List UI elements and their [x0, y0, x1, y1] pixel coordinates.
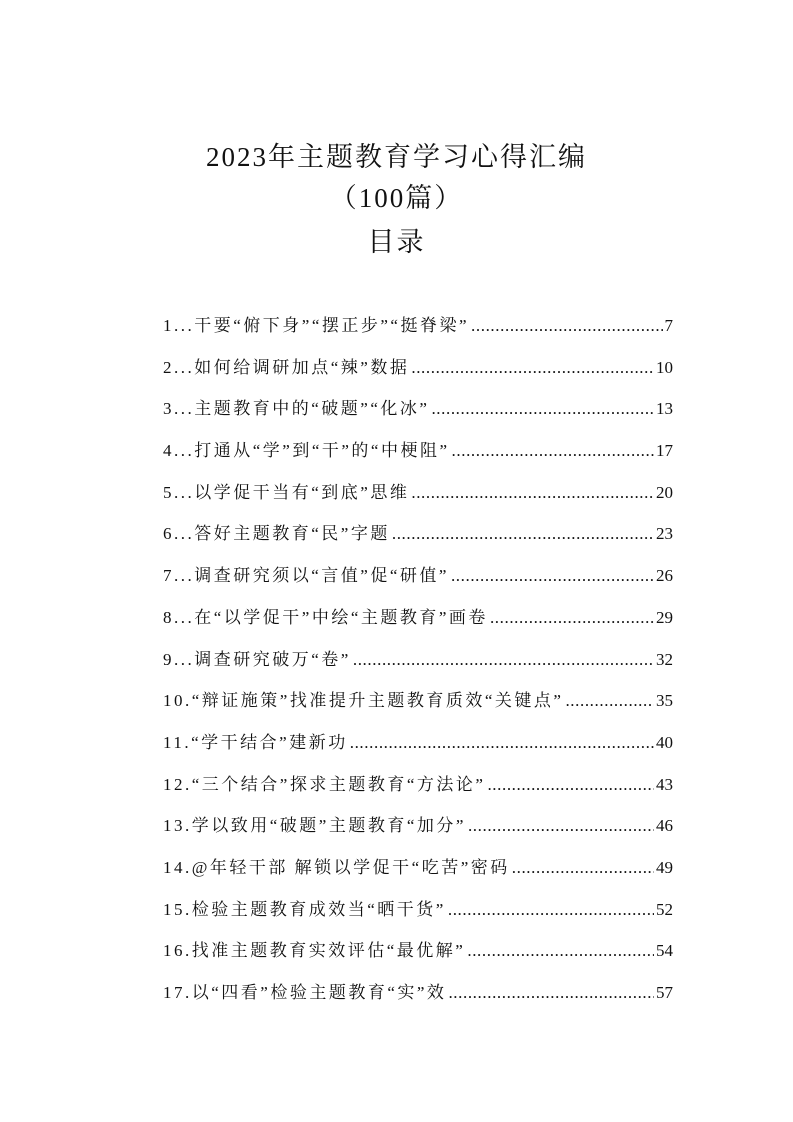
- toc-heading: 目录: [367, 227, 426, 257]
- toc-entry-page-number: 20: [656, 482, 673, 502]
- toc-entry-title: 3...主题教育中的“破题”“化冰”: [163, 399, 430, 419]
- dot-leader: [392, 524, 654, 544]
- toc-entry-title: 11.“学干结合”建新功: [163, 732, 348, 752]
- toc-entry-page-number: 52: [656, 899, 673, 919]
- dot-leader: [350, 733, 654, 753]
- toc-entry[interactable]: [163, 811, 673, 853]
- toc-entry-page-number: 7: [664, 316, 673, 335]
- toc-entry-page-number: 29: [656, 607, 673, 627]
- toc-entry-title: 7...调查研究须以“言值”促“研值”: [163, 566, 449, 586]
- toc-entry[interactable]: [163, 353, 673, 395]
- toc-entry[interactable]: [163, 603, 673, 645]
- toc-entry-page-number: 43: [656, 774, 673, 794]
- toc-entry[interactable]: [163, 853, 673, 895]
- toc-entry-title: 10.“辩证施策”找准提升主题教育质效“关键点”: [163, 691, 564, 711]
- toc-entry-title: 16.找准主题教育实效评估“最优解”: [163, 941, 466, 961]
- toc-entry[interactable]: [163, 728, 673, 770]
- dot-leader: [448, 900, 654, 920]
- toc-entry-page-number: 26: [656, 566, 673, 586]
- toc-entry[interactable]: [163, 311, 673, 353]
- toc-entry[interactable]: [163, 645, 673, 687]
- toc-entry-page-number: 46: [656, 816, 673, 836]
- toc-entry-title: 12.“三个结合”探求主题教育“方法论”: [163, 774, 486, 794]
- toc-entry[interactable]: [163, 394, 673, 436]
- toc-entry[interactable]: [163, 936, 673, 978]
- dot-leader: [490, 608, 654, 628]
- dot-leader: [565, 691, 654, 711]
- dot-leader: [452, 441, 654, 461]
- toc-entry[interactable]: [163, 686, 673, 728]
- toc-entry[interactable]: [163, 895, 673, 937]
- toc-entry-page-number: 32: [656, 649, 673, 669]
- dot-leader: [411, 358, 654, 378]
- document-title: 2023年主题教育学习心得汇编: [206, 142, 587, 172]
- toc-entry[interactable]: [163, 478, 673, 520]
- toc-entry-title: 2...如何给调研加点“辣”数据: [163, 357, 410, 377]
- toc-entry-page-number: 35: [656, 691, 673, 711]
- dot-leader: [411, 483, 654, 503]
- toc-entry-page-number: 54: [656, 941, 673, 961]
- toc-entry-title: 13.学以致用“破题”主题教育“加分”: [163, 816, 466, 836]
- toc-entry[interactable]: [163, 770, 673, 812]
- toc-entry-page-number: 13: [656, 399, 673, 419]
- toc-entry-title: 6...答好主题教育“民”字题: [163, 524, 390, 544]
- toc-entry[interactable]: [163, 436, 673, 478]
- toc-entry-page-number: 23: [656, 524, 673, 544]
- dot-leader: [451, 566, 654, 586]
- toc-entry-page-number: 17: [656, 441, 673, 461]
- toc-entry[interactable]: [163, 561, 673, 603]
- toc-entry[interactable]: [163, 519, 673, 561]
- dot-leader: [431, 399, 654, 419]
- toc-entry-title: 17.以“四看”检验主题教育“实”效: [163, 983, 447, 1002]
- dot-leader: [487, 775, 654, 795]
- document-subtitle: （100篇）: [329, 183, 464, 213]
- toc-entry-page-number: 57: [656, 983, 673, 1002]
- toc-entry-title: 1...干要“俯下身”“摆正步”“挺脊梁”: [163, 316, 470, 335]
- toc-entry-title: 15.检验主题教育成效当“晒干货”: [163, 899, 446, 919]
- toc-entry[interactable]: [163, 978, 673, 1020]
- toc-entry-title: 8...在“以学促干”中绘“主题教育”画卷: [163, 607, 488, 627]
- toc-entry-title: 4...打通从“学”到“干”的“中梗阻”: [163, 441, 450, 461]
- toc-entry-title: 14.@年轻干部 解锁以学促干“吃苦”密码: [163, 857, 510, 877]
- dot-leader: [471, 316, 662, 336]
- toc-entry-page-number: 10: [656, 357, 673, 377]
- dot-leader: [467, 941, 654, 961]
- dot-leader: [468, 816, 654, 836]
- table-of-contents: [163, 311, 673, 1020]
- toc-entry-title: 9...调查研究破万“卷”: [163, 649, 351, 669]
- dot-leader: [448, 983, 654, 1003]
- toc-entry-page-number: 49: [656, 857, 673, 877]
- dot-leader: [353, 650, 654, 670]
- toc-entry-title: 5...以学促干当有“到底”思维: [163, 482, 410, 502]
- toc-entry-page-number: 40: [656, 732, 673, 752]
- dot-leader: [512, 858, 654, 878]
